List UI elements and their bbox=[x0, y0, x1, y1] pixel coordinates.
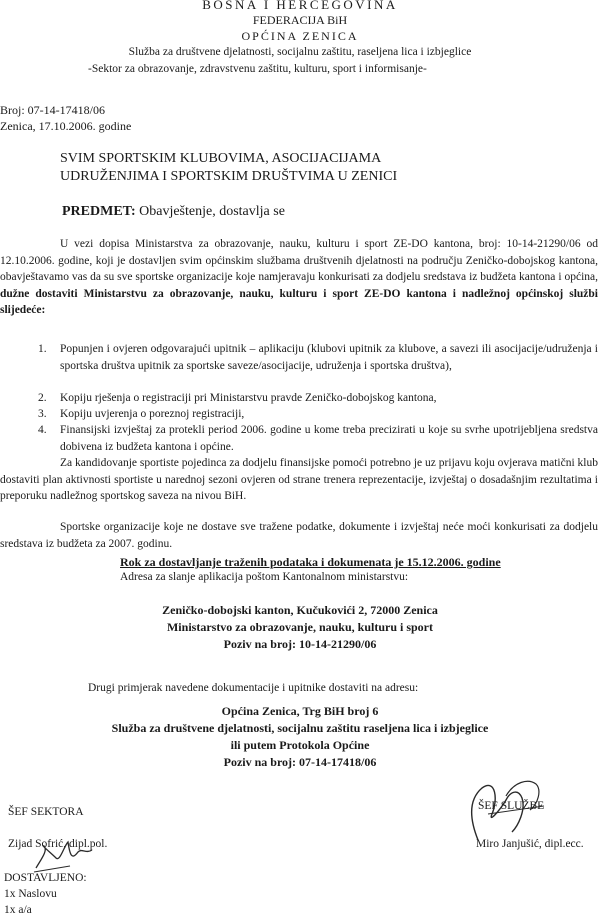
municipality-address-line-2: Služba za društvene djelatnosti, socijalnu zaštitu raseljena lica i izbjeglice bbox=[111, 721, 489, 735]
addressee-line-1: SVIM SPORTSKIM KLUBOVIMA, ASOCIJACIJAMA bbox=[60, 151, 382, 166]
paragraph-consequences: Sportske organizacije koje ne dostave sve tražene podatke, dokumente i izvještaj neće moći konkurisati za dodjelu sredstava iz budžeta za 2007. godinu. bbox=[0, 521, 598, 550]
subject-text: Obavještenje, dostavlja se bbox=[139, 204, 285, 219]
reference-number: Broj: 07-14-17418/06 bbox=[0, 103, 105, 117]
subject-line bbox=[62, 204, 285, 220]
list-number-3: 3. bbox=[38, 408, 47, 420]
ministry-address bbox=[0, 602, 600, 653]
left-signatory-name: Zijad Sofrić, dipl.pol. bbox=[8, 838, 108, 850]
municipality-address bbox=[0, 703, 600, 771]
second-copy-intro: Drugi primjerak navedene dokumentacije i upitnike dostaviti na adresu: bbox=[88, 682, 419, 694]
intro-paragraph bbox=[0, 236, 598, 319]
letterhead-federation: FEDERACIJA BiH bbox=[252, 13, 348, 27]
letterhead-country: BOSNA I HERCEGOVINA bbox=[202, 0, 398, 12]
intro-text: U vezi dopisa Ministarstva za obrazovanje, nauku, kulturu i sport ZE-DO kantona, broj: 10-14-21290/06 od 12.10.2006. godine, koji je dostavljen svim općinskim službama društvenih djelatnosti na području Zeničko-dobojskog kantona, obavještavamo vas da su sve sportske organizacije koje namjeravaju konkurisati za dodjelu sredstava iz budžeta kantona i općina, bbox=[0, 238, 598, 283]
place-date: Zenica, 17.10.2006. godine bbox=[0, 119, 132, 133]
list-item-1: Popunjen i ovjeren odgovarajući upitnik – aplikaciju (klubovi upitnik za klubove, a savezi ili asocijacije/udruženja i sportska društva upitnik za sportske saveze/asocijacije, udruženja i sportska društva), bbox=[60, 343, 598, 372]
addressee-line-2: UDRUŽENJIMA I SPORTSKIM DRUŠTVIMA U ZENICI bbox=[60, 169, 398, 184]
right-signatory-title: ŠEF SLUŽBE bbox=[478, 800, 545, 812]
intro-bold-text: dužne dostaviti Ministarstvu za obrazovanje, nauku, kulturu i sport ZE-DO kantona i nadležnoj općinskoj službi slijedeće: bbox=[0, 287, 598, 316]
list-item-2: Kopiju rješenja o registraciji pri Ministarstvu pravde Zeničko-dobojskog kantona, bbox=[60, 392, 437, 404]
municipality-address-line-4: Poziv na broj: 07-14-17418/06 bbox=[223, 755, 377, 769]
paragraph-individual-athletes: Za kandidovanje sportiste pojedinca za dodjelu finansijske pomoći potrebno je uz prijavu koju ovjerava matični klub dostaviti plan aktivnosti sportiste u narednoj sezoni ovjeren od strane trenera reprezentacije, izvještaj o dosadašnjim rezultatima i preporuku nadležnog sportskog saveza na nivou BiH. bbox=[0, 457, 598, 502]
list-number-2: 2. bbox=[38, 392, 47, 404]
subject-label: PREDMET: bbox=[62, 204, 136, 219]
municipality-address-line-1: Općina Zenica, Trg BiH broj 6 bbox=[221, 704, 379, 718]
right-handwritten-signature bbox=[448, 770, 558, 850]
deadline-notice: Rok za dostavljanje traženih podataka i dokumenata je 15.12.2006. godine bbox=[120, 555, 501, 569]
distribution-item-1: 1x Naslovu bbox=[4, 888, 57, 900]
list-number-4: 4. bbox=[38, 424, 47, 436]
ministry-address-line-2: Ministarstvo za obrazovanje, nauku, kulturu i sport bbox=[166, 620, 434, 634]
list-number-1: 1. bbox=[38, 343, 47, 355]
distribution-title: DOSTAVLJENO: bbox=[4, 872, 87, 884]
ministry-address-line-1: Zeničko-dobojski kanton, Kučukovići 2, 72000 Zenica bbox=[162, 603, 438, 617]
left-signatory-title: ŠEF SEKTORA bbox=[8, 806, 84, 818]
list-item-4: Finansijski izvještaj za protekli period 2006. godine u kome treba precizirati u koje su svrhe upotrijebljena sredstva dobivena iz budžeta kantona i općine. bbox=[60, 424, 598, 453]
letterhead-municipality: OPĆINA ZENICA bbox=[241, 29, 359, 43]
right-signatory-name: Miro Janjušić, dipl.ecc. bbox=[476, 838, 584, 850]
ministry-address-line-3: Poziv na broj: 10-14-21290/06 bbox=[223, 637, 377, 651]
letterhead-service: Služba za društvene djelatnosti, socijalnu zaštitu, raseljena lica i izbjeglice bbox=[128, 46, 472, 58]
distribution-item-2: 1x a/a bbox=[4, 904, 32, 916]
letterhead-sector: -Sektor za obrazovanje, zdravstvenu zaštitu, kulturu, sport i informisanje- bbox=[88, 63, 427, 75]
municipality-address-line-3: ili putem Protokola Općine bbox=[230, 738, 370, 752]
left-handwritten-signature bbox=[30, 828, 100, 876]
list-item-3: Kopiju uvjerenja o poreznoj registraciji, bbox=[60, 408, 245, 420]
address-intro: Adresa za slanje aplikacija poštom Kantonalnom ministarstvu: bbox=[120, 571, 409, 583]
